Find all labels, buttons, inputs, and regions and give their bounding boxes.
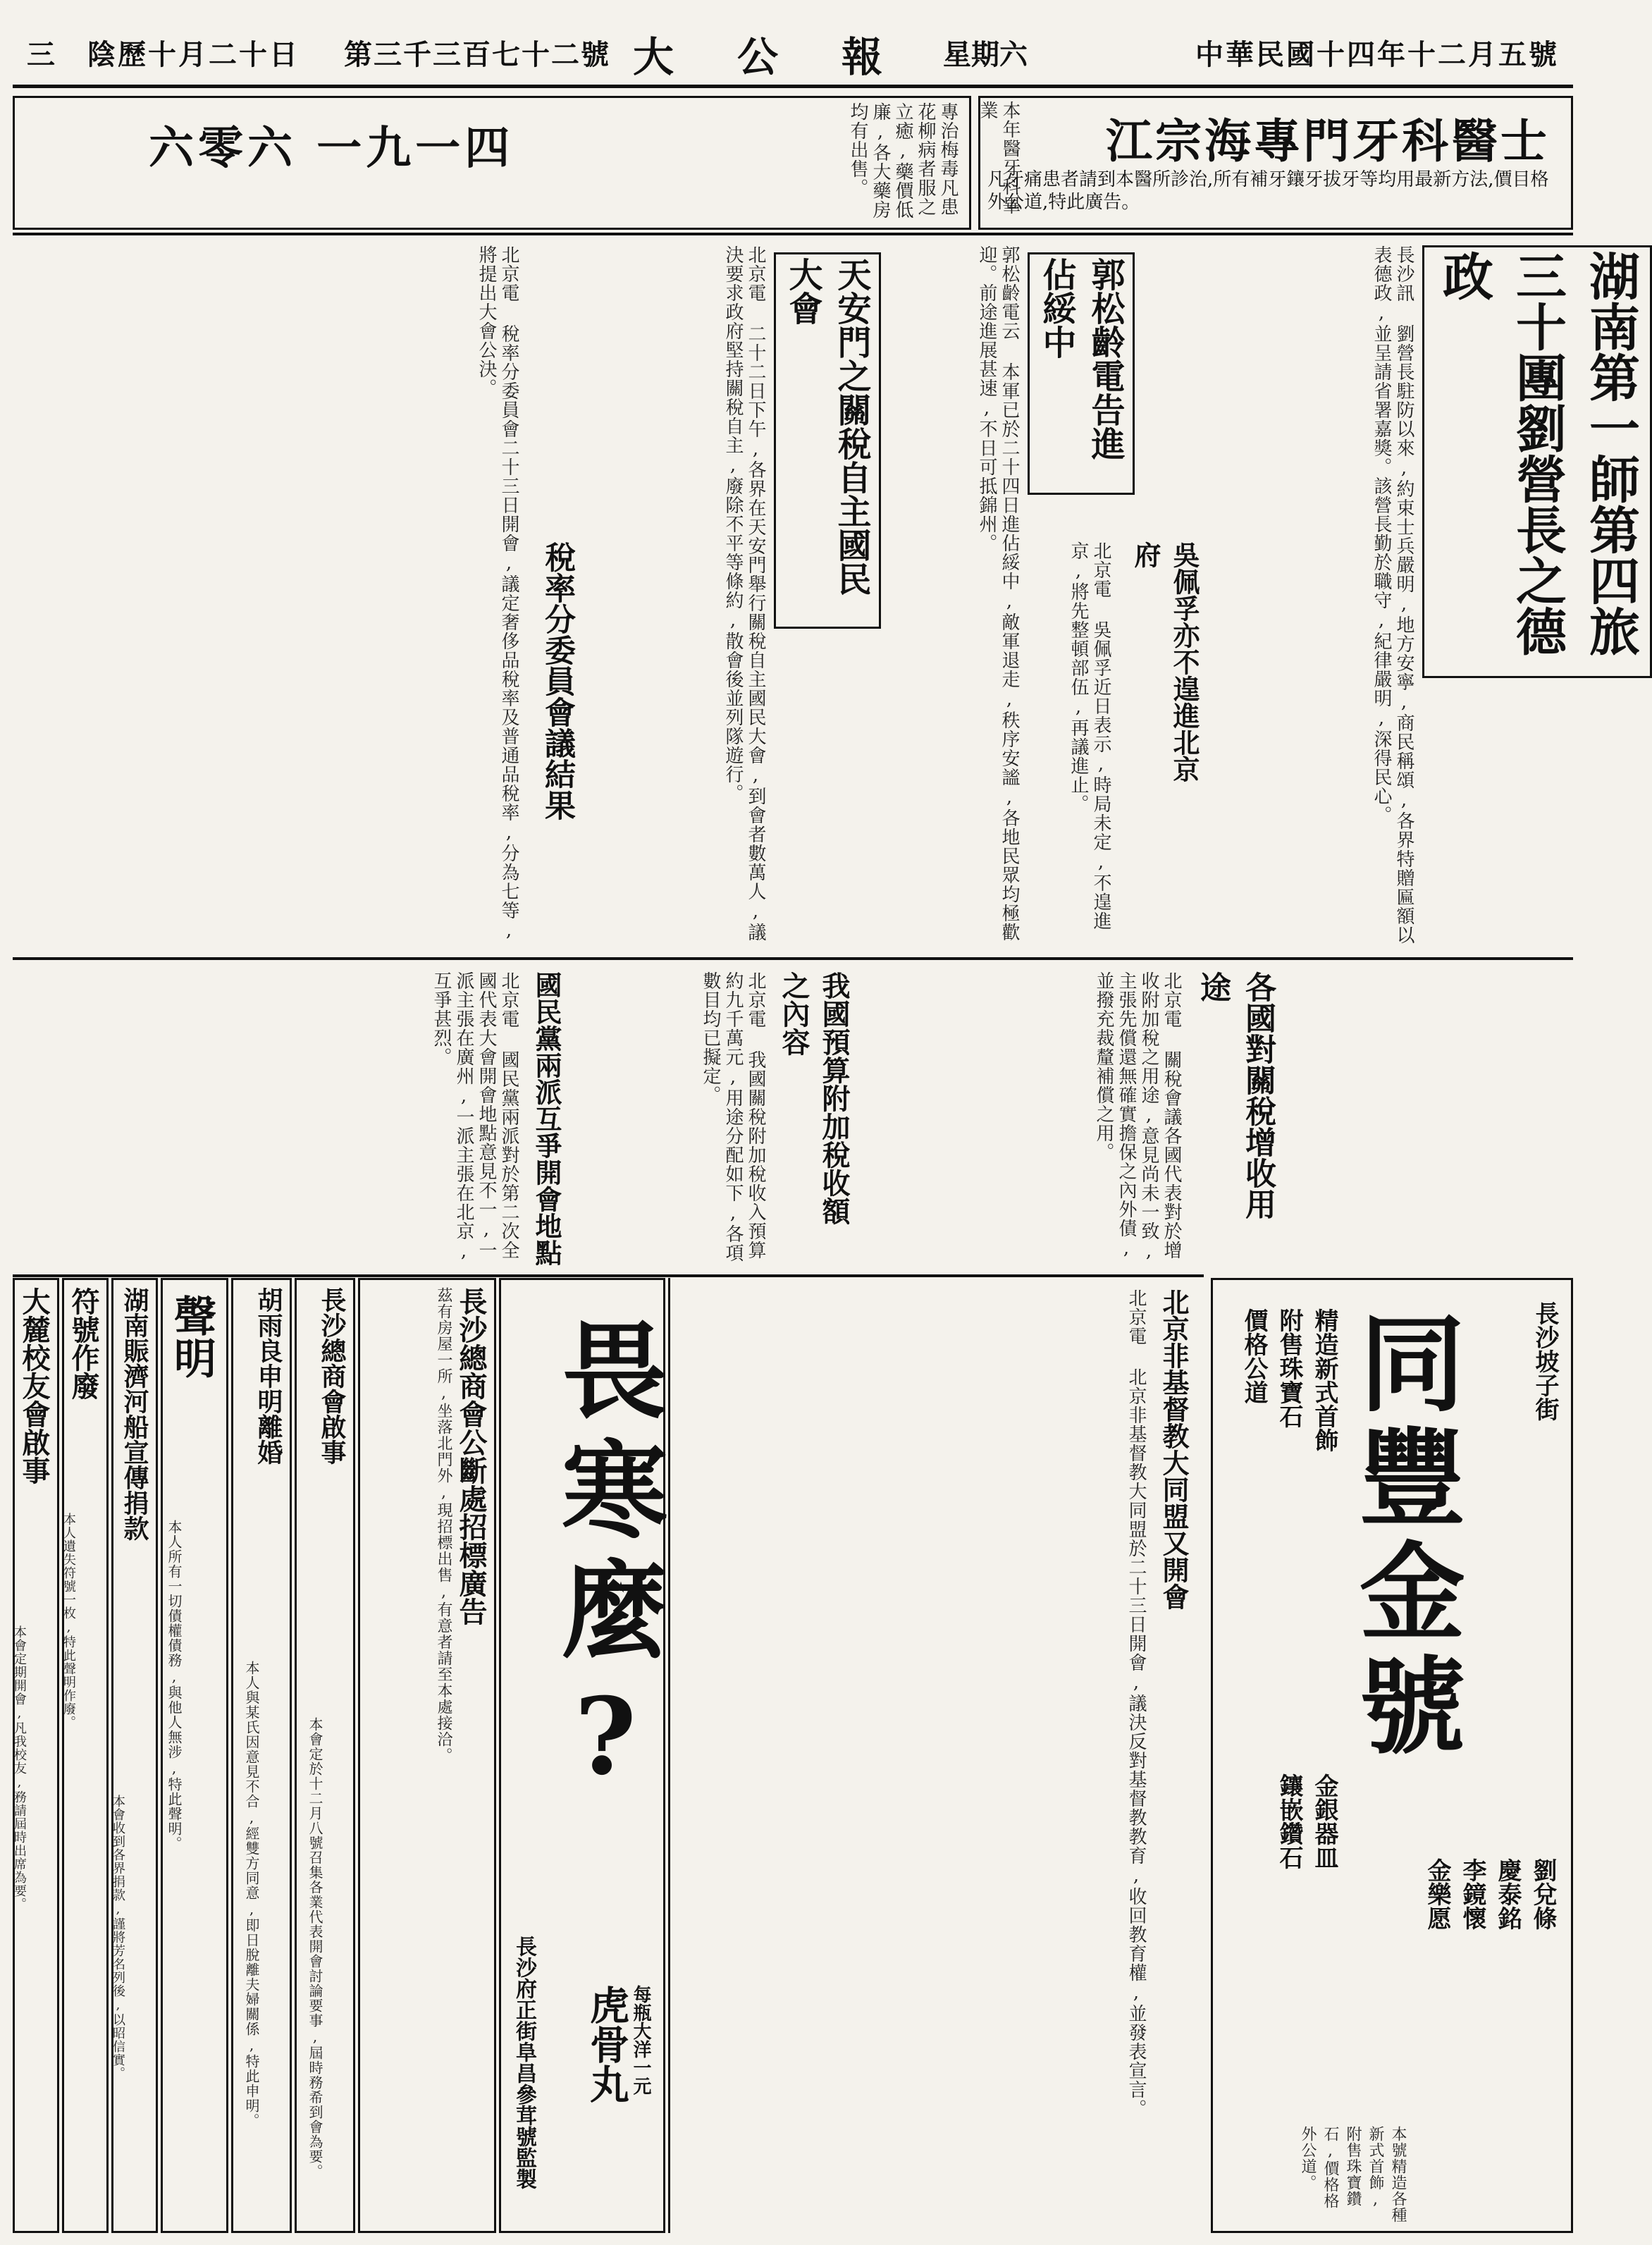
notice-donation [111, 1278, 158, 2233]
remedy-ad-subtitle: 長沙府正街阜昌參茸號監製 [512, 1936, 536, 2189]
jewelry-person-0: 劉兌條 [1529, 1858, 1557, 1930]
notice-divorce-title: 胡雨良申明離婚 [254, 1287, 283, 1465]
notice-donation-text: 本會收到各界捐款,謹將芳名列後,以昭信實。 [111, 1795, 125, 2080]
article-budget: 北京電 我國關稅附加稅收入預算約九千萬元,用途分配如下,各項數目均已擬定。 [700, 971, 766, 1262]
headline-budget: 我國預算附加稅收額之內容 [777, 971, 851, 1225]
divider [13, 1274, 1204, 1277]
article-guo-songling: 郭松齡電云 本軍已於二十四日進佔綏中,敵軍退走,秩序安謐,各地民眾均極歡迎。前途進展甚速,不日可抵錦州。 [976, 245, 1020, 942]
notice-statement [161, 1278, 228, 2233]
remedy-name: 虎骨丸 [584, 1985, 630, 2103]
headline-wu-peifu: 吳佩孚亦不遑進北京府 [1130, 541, 1200, 782]
jewelry-item-2: 價格公道 [1240, 1308, 1268, 1404]
dental-ad [978, 96, 1573, 230]
notice-divorce-text: 本人與某氏因意見不合,經雙方同意,即日脫離夫婦關係,特此申明。 [243, 1661, 260, 2128]
dental-ad-text: 凡牙痛患者請到本醫所診治,所有補牙鑲牙拔牙等均用最新方法,價目格外公道,特此廣告。 [987, 169, 1549, 213]
notice-statement-text: 本人所有一切債權債務,與他人無涉,特此聲明。 [166, 1520, 183, 1851]
jewelry-person-2: 李鏡懷 [1458, 1858, 1486, 1930]
jewelry-location: 長沙坡子街 [1531, 1301, 1559, 1421]
notice-chamber-tender [358, 1278, 496, 2233]
notice-lost-badge [62, 1278, 109, 2233]
pharmacy-ad [13, 96, 971, 230]
issue-number: 第三千三百七十二號 [344, 38, 610, 71]
article-kmt: 北京電 國民黨兩派對於第二次全國代表大會開會地點意見不一,一派主張在廣州,一派主張在北京,互爭甚烈。 [431, 971, 519, 1262]
pharmacy-ad-title: 六零六 一九一四 [149, 122, 514, 175]
article-anti-christian: 北京電 北京非基督教大同盟於二十三日開會,議決反對基督教教育,收回教育權,並發表宣言。 [1126, 1288, 1147, 2118]
notice-lost-badge-title: 符號作廢 [67, 1287, 100, 1400]
article-tariff-use: 北京電 關稅會議各國代表對於增收附加稅之用途,意見尚未一致,主張先償還無確實擔保之內外債,並撥充裁釐補償之用。 [1093, 971, 1182, 1262]
jewelry-person-1: 慶泰銘 [1493, 1858, 1522, 1930]
jewelry-item-0: 精造新式首飾 [1310, 1308, 1338, 1452]
notice-statement-title: 聲明 [167, 1294, 216, 1379]
divider [13, 957, 1573, 960]
pharmacy-ad-text: 專治梅毒凡患花柳病者服之立癒,藥價低廉,各大藥房均有出售。 [847, 102, 958, 219]
headline-tiananmen: 天安門之關稅自主國民大會 [774, 252, 881, 629]
article-tiananmen: 北京電 二十二日下午,各界在天安門舉行關稅自主國民大會,到會者數萬人,議決要求政府堅持關稅自主,廢除不平等條約,散會後並列隊遊行。 [722, 245, 766, 942]
headline-tariff-use: 各國對關稅增收用途 [1195, 971, 1276, 1219]
notice-chamber-title: 長沙總商會啟事 [317, 1287, 347, 1465]
lunar-date-text: 陰歷十月二十日 [87, 38, 300, 71]
notice-chamber-tender-title: 長沙總商會公斷處招標廣告 [455, 1287, 488, 1625]
page-number: 三 [27, 38, 57, 71]
article-tax-committee: 北京電 稅率分委員會二十三日開會,議定奢侈品稅率及普通品稅率,分為七等,將提出大會公決。 [476, 245, 519, 942]
article-wu-peifu: 北京電 吳佩孚近日表示,時局未定,不遑進京,將先整頓部伍,再議進止。 [1068, 541, 1111, 930]
notice-chamber [295, 1278, 355, 2233]
remedy-ad [499, 1278, 665, 2233]
jewelry-ad [1211, 1278, 1573, 2233]
divider [13, 233, 1573, 235]
notice-alumni-text: 本會定期開會,凡我校友,務請屆時出席為要。 [12, 1625, 27, 1911]
notice-lost-badge-text: 本人遺失符號一枚,特此聲明作廢。 [61, 1513, 76, 1729]
dental-ad-title: 江宗海專門牙科醫士 [1106, 113, 1550, 168]
headline-tax-committee: 稅率分委員會議結果 [539, 541, 575, 820]
page-header [13, 20, 1573, 88]
jewelry-item-4: 鑲嵌鑽石 [1275, 1773, 1303, 1869]
notice-chamber-text: 本會定於十二月八號召集各業代表開會討論要事,屆時務希到會為要。 [307, 1717, 323, 2179]
notice-alumni [13, 1278, 59, 2233]
notice-divorce [231, 1278, 292, 2233]
masthead: 大公報 [633, 33, 947, 81]
jewelry-item-3: 金銀器皿 [1310, 1773, 1338, 1869]
article-liu-commander: 長沙訊 劉營長駐防以來,約束士兵嚴明,地方安寧,商民稱頌,各界特贈匾額以表德政,並呈請省署嘉獎。該營長勤於職守,紀律嚴明,深得民心。 [1371, 245, 1414, 945]
headline-guo-songling: 郭松齡電告進佔綏中 [1028, 252, 1135, 495]
jewelry-item-1: 附售珠寶石 [1275, 1308, 1303, 1428]
jewelry-name: 同豐金號 [1341, 1308, 1465, 1765]
headline-liu-commander: 湖南第一師第四旅三十團劉營長之德政 [1422, 245, 1652, 678]
lunar-date [27, 32, 300, 73]
remedy-price: 每瓶大洋一元 [630, 1985, 651, 2095]
headline-anti-christian: 北京非基督教大同盟又開會 [1158, 1288, 1190, 1610]
notice-alumni-title: 大麓校友會啟事 [18, 1287, 51, 1484]
notice-donation-title: 湖南賑濟河船宣傳捐款 [120, 1287, 149, 1541]
headline-kmt: 國民黨兩派互爭開會地點 [531, 971, 562, 1266]
issue-date: 中華民國十四年十二月五號 [1195, 38, 1559, 71]
jewelry-person-3: 金樂愿 [1423, 1858, 1451, 1930]
weekday: 星期六 [943, 38, 1028, 71]
remedy-ad-title: 畏寒麼? [543, 1315, 667, 1813]
dental-ad-tagline: 本年醫牙科畢業 [977, 101, 1021, 215]
jewelry-text: 本號精造各種新式首飾,附售珠寶鑽石,價格格外公道。 [1299, 2126, 1407, 2223]
notice-chamber-tender-text: 茲有房屋一所,坐落北門外,現招標出售,有意者請至本處接洽。 [435, 1287, 452, 1764]
newspaper-page [12, 20, 1641, 2233]
